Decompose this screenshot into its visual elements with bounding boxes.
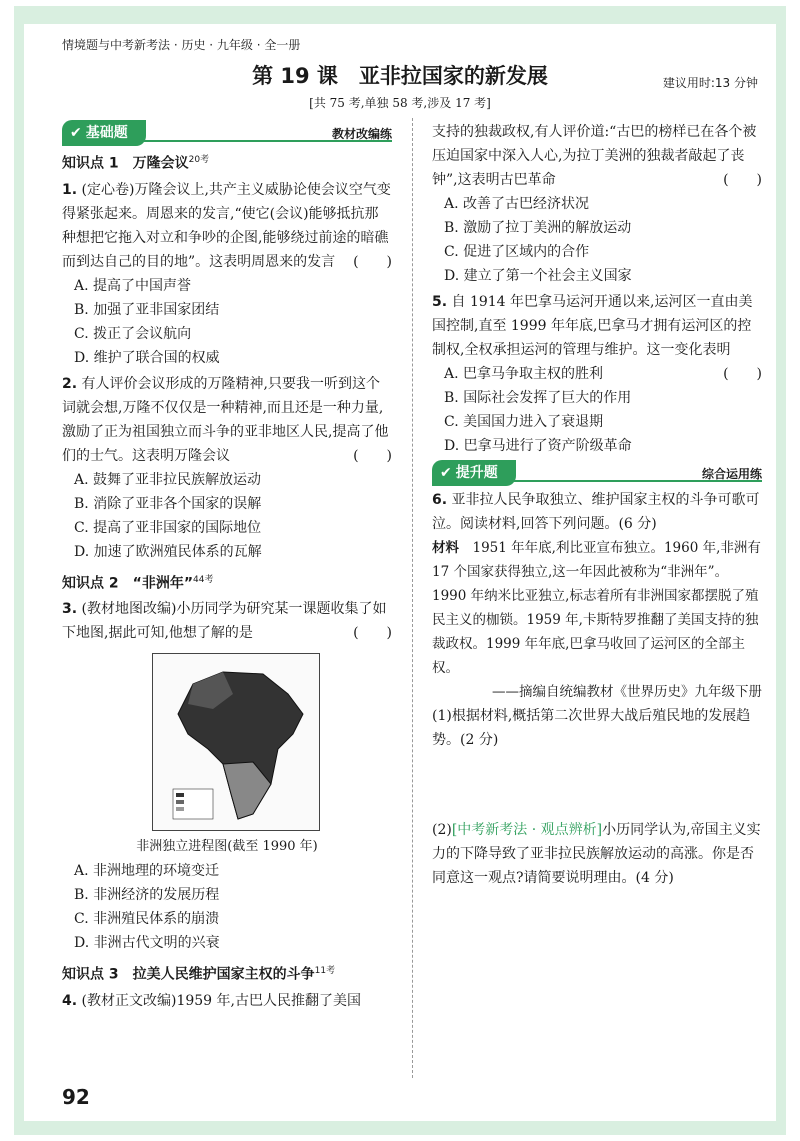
check-icon: ✔ (70, 125, 82, 141)
option: C. 拨正了会议航向 (74, 325, 192, 342)
answer-paren: ( ) (353, 447, 392, 464)
page-number: 92 (62, 1085, 90, 1109)
basic-section-header (62, 118, 392, 144)
answer-paren: ( ) (353, 625, 392, 642)
left-column (62, 118, 392, 1013)
sub-question-2: (2)[中考新考法 · 观点辨析]小历同学认为,帝国主义实力的下降导致了亚非拉民族解放运动的高涨。你是否同意这一观点?请简要说明理由。(4 分) (432, 822, 761, 886)
basic-badge: ✔ 基础题 (62, 120, 146, 146)
answer-paren: ( ) (353, 253, 392, 270)
question-6: 6. 亚非拉人民争取独立、维护国家主权的斗争可歌可泣。阅读材料,回答下列问题。(6 分) 材料 1951 年年底,利比亚宣布独立。1960 年,非洲有 17 个国家获得独立,这一年因此被称为“非洲年”。1990 年纳米比亚独立,标志着所有非洲国家都摆脱了殖民主义的枷锁。1959 年,卡斯特罗推翻了美国支持的独裁政权。1999 年年底,巴拿马收回了运河区的全部主权。 ——摘编自统编教材《世界历史》九年级下册 (1)根据材料,概括第二次世界大战后殖民地的发展趋势。(2 分) (2)[中考新考法 · 观点辨析]小历同学认为,帝国主义实力的下降导致了亚非拉民族解放运动的高涨。你是否同意这一观点?请简要说明理由。(4 分) (432, 488, 762, 890)
advanced-tag: 综合运用练 (701, 467, 762, 481)
option: B. 激励了拉丁美洲的解放运动 (444, 220, 632, 236)
option: D. 建立了第一个社会主义国家 (444, 268, 632, 284)
option: A. 改善了古巴经济状况 (444, 196, 590, 212)
africa-map-image (153, 654, 319, 830)
question-4-text-cont: 支持的独裁政权,有人评价道:“古巴的榜样已在各个被压迫国家中深入人心,为拉丁美洲的独裁者敲起了丧钟”,这表明古巴革命 (432, 124, 757, 188)
option: B. 非洲经济的发展历程 (74, 887, 220, 904)
page-frame-top (14, 6, 786, 24)
map-caption: 非洲独立进程图(截至 1990 年) (136, 839, 318, 855)
knowledge-point-2: 知识点 2 “非洲年”$^{44考}$ (62, 574, 214, 592)
option: D. 巴拿马进行了资产阶级革命 (444, 438, 632, 454)
option: A. 巴拿马争取主权的胜利 (444, 366, 604, 382)
option: B. 国际社会发挥了巨大的作用 (444, 390, 632, 406)
question-4-cont (432, 120, 762, 288)
question-1: 1. (定心卷)万隆会议上,共产主义威胁论使会议空气变得紧张起来。周恩来的发言,“使它(会议)能够抵抗那种想把它拖入对立和争吵的企图,能够绕过前途的暗礁而到达自己的目的地”。这表明周恩来的发言 ( ) A. 提高了中国声誉 B. 加强了亚非国家团结 C. 拨正了会议航向 D. 维护了联合国的权威 (62, 178, 392, 370)
suggested-time: 建议用时:13 分钟 (662, 76, 758, 90)
option: D. 加速了欧洲殖民体系的瓦解 (74, 543, 262, 560)
new-exam-tag: [中考新考法 · 观点辨析] (451, 822, 603, 838)
question-2-text: 有人评价会议形成的万隆精神,只要我一听到这个词就会想,万隆不仅仅是一种精神,而且还是一种力量,激励了正为祖国独立而斗争的亚非地区人民,提高了他们的士气。这表明万隆会议 (62, 375, 389, 464)
advanced-section-header (432, 458, 762, 484)
option: A. 提高了中国声誉 (74, 277, 192, 294)
option: A. 鼓舞了亚非拉民族解放运动 (74, 471, 262, 488)
material-block (432, 536, 762, 680)
question-5: 5. 自 1914 年巴拿马运河开通以来,运河区一直由美国控制,直至 1999 年年底,巴拿马才拥有运河区的控制权,全权承担运河的管理与维护。这一变化表明 ( ) A. 巴拿马争取主权的胜利 B. 国际社会发挥了巨大的作用 C. 美国国力进入了衰退期 D. 巴拿马进行了资产阶级革命 (432, 290, 762, 458)
page-frame-right (776, 6, 786, 1131)
page-frame-left (14, 6, 24, 1131)
check-icon: ✔ (440, 465, 452, 481)
option: C. 提高了亚非国家的国际地位 (74, 519, 262, 536)
option: D. 维护了联合国的权威 (74, 349, 220, 366)
answer-paren: ( ) (723, 366, 762, 382)
option: C. 美国国力进入了衰退期 (444, 414, 604, 430)
question-1-text: (定心卷)万隆会议上,共产主义威胁论使会议空气变得紧张起来。周恩来的发言,“使它(会议)能够抵抗那种想把它拖入对立和争吵的企图,能够绕过前途的暗礁而到达自己的目的地”。这表明周恩来的发言 (62, 181, 391, 270)
knowledge-point-1: 知识点 1 万隆会议$^{20考}$ (62, 155, 210, 172)
right-column (432, 118, 762, 890)
option: C. 促进了区域内的合作 (444, 244, 590, 260)
series-title: 情境题与中考新考法 · 历史 · 九年级 · 全一册 (62, 38, 301, 52)
option: A. 非洲地理的环境变迁 (74, 863, 220, 880)
column-divider (412, 118, 413, 1078)
question-4-text: (教材正文改编)1959 年,古巴人民推翻了美国 (81, 992, 361, 1009)
lesson-title: 第 19 课 亚非拉国家的新发展 (252, 64, 548, 88)
exam-stats: [共 75 考,单独 58 考,涉及 17 考] (309, 96, 491, 110)
question-6-text: 亚非拉人民争取独立、维护国家主权的斗争可歌可泣。阅读材料,回答下列问题。(6 分) (432, 492, 760, 532)
option: B. 加强了亚非国家团结 (74, 301, 220, 318)
option: D. 非洲古代文明的兴衰 (74, 935, 220, 952)
africa-map (152, 653, 320, 831)
question-3-text: (教材地图改编)小历同学为研究某一课题收集了如下地图,据此可知,他想了解的是 (62, 601, 387, 642)
material-label: 材料 (432, 540, 459, 556)
basic-tag: 教材改编练 (331, 127, 392, 141)
option: B. 消除了亚非各个国家的误解 (74, 495, 262, 512)
answer-paren: ( ) (723, 172, 762, 188)
knowledge-point-3: 知识点 3 拉美人民维护国家主权的斗争$^{11考}$ (62, 966, 336, 983)
advanced-badge: ✔ 提升题 (432, 460, 516, 486)
material-text: 1951 年年底,利比亚宣布独立。1960 年,非洲有 17 个国家获得独立,这一年因此被称为“非洲年”。1990 年纳米比亚独立,标志着所有非洲国家都摆脱了殖民主义的枷锁。1959 年,卡斯特罗推翻了美国支持的独裁政权。1999 年年底,巴拿马收回了运河区的全部主权。 (432, 540, 761, 676)
material-source: ——摘编自统编教材《世界历史》九年级下册 (492, 684, 762, 700)
question-3: 3. (教材地图改编)小历同学为研究某一课题收集了如下地图,据此可知,他想了解的是 ( ) 非洲独立进程图(截至 1990 年) A. 非洲地理的环境变迁 B. 非洲经济的发展历程 C. 非洲殖民体系的崩溃 D. 非洲古代文明的兴衰 (62, 597, 392, 955)
option: C. 非洲殖民体系的崩溃 (74, 911, 220, 928)
page-frame-bottom (14, 1121, 786, 1135)
sub-question-1: (1)根据材料,概括第二次世界大战后殖民地的发展趋势。(2 分) (432, 708, 751, 748)
question-5-text: 自 1914 年巴拿马运河开通以来,运河区一直由美国控制,直至 1999 年年底,巴拿马才拥有运河区的控制权,全权承担运河的管理与维护。这一变化表明 (432, 294, 753, 358)
question-4-start: 4. (教材正文改编)1959 年,古巴人民推翻了美国 (62, 992, 361, 1009)
answer-space-1 (432, 752, 762, 818)
question-2: 2. 有人评价会议形成的万隆精神,只要我一听到这个词就会想,万隆不仅仅是一种精神,而且还是一种力量,激励了正为祖国独立而斗争的亚非地区人民,提高了他们的士气。这表明万隆会议 ( ) A. 鼓舞了亚非拉民族解放运动 B. 消除了亚非各个国家的误解 C. 提高了亚非国家的国际地位 D. 加速了欧洲殖民体系的瓦解 (62, 372, 392, 564)
